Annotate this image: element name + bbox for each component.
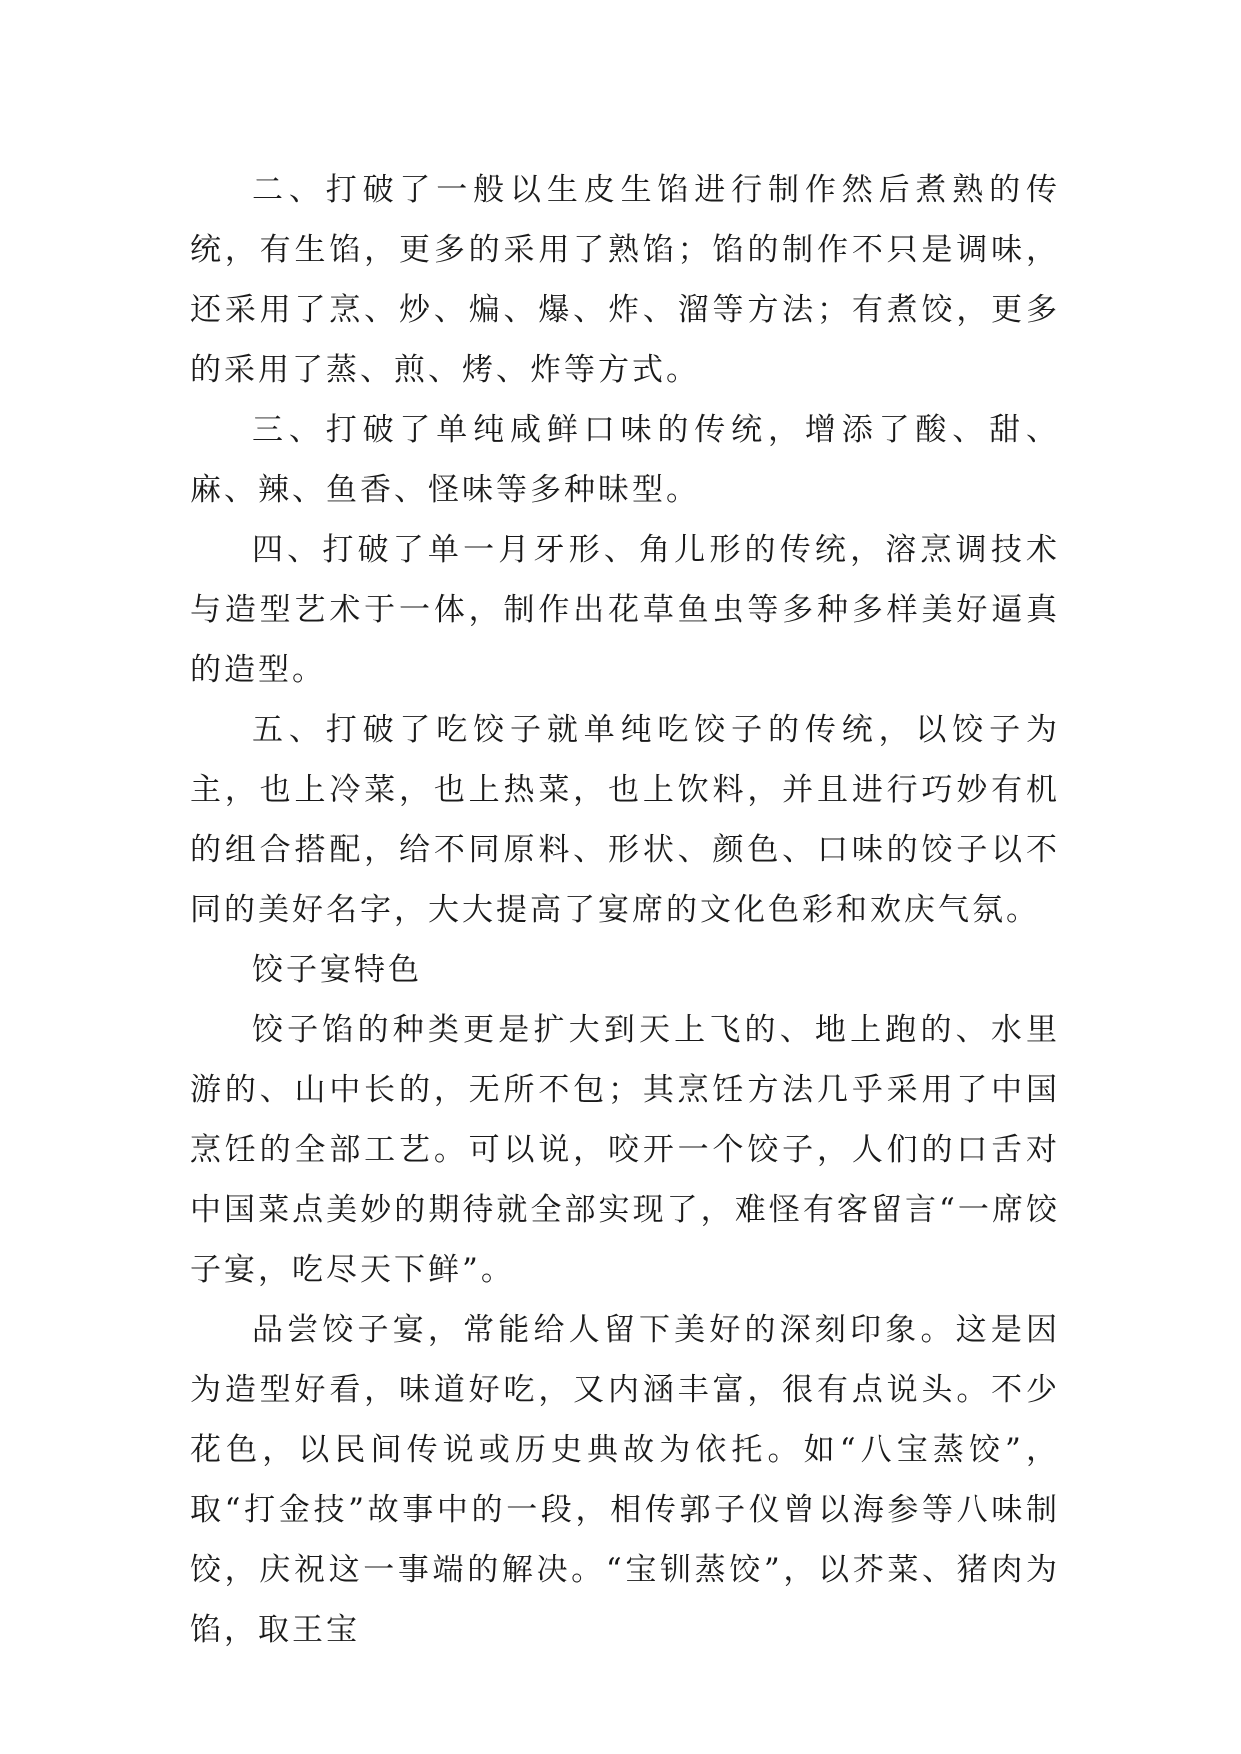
paragraph-point-two: 二、打破了一般以生皮生馅进行制作然后煮熟的传统，有生馅，更多的采用了熟馅；馅的制作不只是调味，还采用了烹、炒、煸、爆、炸、溜等方法；有煮饺，更多的采用了蒸、煎、烤、炸等方式。 xyxy=(190,172,1060,388)
paragraph-filling-variety: 饺子馅的种类更是扩大到天上飞的、地上跑的、水里游的、山中长的，无所不包；其烹饪方法几乎采用了中国烹饪的全部工艺。可以说，咬开一个饺子，人们的口舌对中国菜点美妙的期待就全部实现了，难怪有客留言“一席饺子宴，吃尽天下鲜”。 xyxy=(190,1012,1060,1288)
paragraph-point-four: 四、打破了单一月牙形、角儿形的传统，溶烹调技术与造型艺术于一体，制作出花草鱼虫等多种多样美好逼真的造型。 xyxy=(190,532,1060,688)
paragraph-tasting-impression: 品尝饺子宴，常能给人留下美好的深刻印象。这是因为造型好看，味道好吃，又内涵丰富，很有点说头。不少花色，以民间传说或历史典故为依托。如“八宝蒸饺”，取“打金技”故事中的一段，相传郭子仪曾以海参等八味制饺，庆祝这一事端的解决。“宝钏蒸饺”，以芥菜、猪肉为馅，取王宝 xyxy=(190,1312,1060,1648)
paragraph-point-three: 三、打破了单纯咸鲜口味的传统，增添了酸、甜、麻、辣、鱼香、怪味等多种昧型。 xyxy=(190,412,1060,508)
paragraph-point-five: 五、打破了吃饺子就单纯吃饺子的传统，以饺子为主，也上冷菜，也上热菜，也上饮料，并且进行巧妙有机的组合搭配，给不同原料、形状、颜色、口味的饺子以不同的美好名字，大大提高了宴席的文化色彩和欢庆气氛。 xyxy=(190,712,1060,928)
document-body xyxy=(190,160,1060,1660)
section-heading: 饺子宴特色 xyxy=(252,952,422,988)
